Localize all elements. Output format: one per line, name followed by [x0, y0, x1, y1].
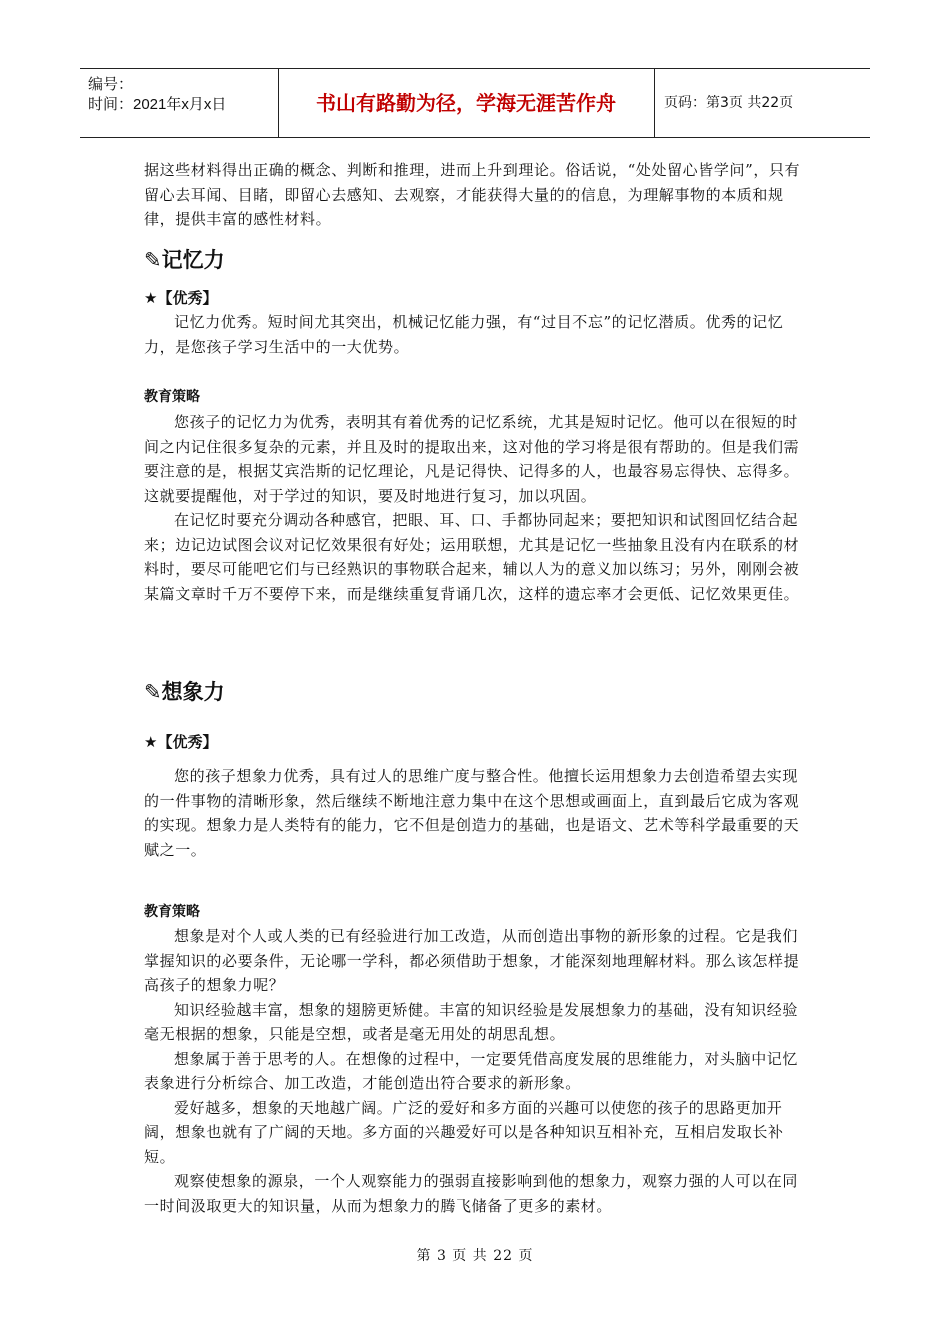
intro-section — [144, 158, 810, 232]
page-header — [80, 68, 870, 138]
page-footer: 第 3 页 共 22 页 — [416, 1248, 534, 1264]
memory-heading: ✎记忆力 — [144, 248, 225, 272]
imagination-description: 您的孩子想象力优秀，具有过人的思维广度与整合性。他擅长运用想象力去创造希望去实现的一件事物的清晰形象，然后继续不断地注意力集中在这个思想或画面上，直到最后它成为客观的实现。想象力是人类特有的能力，它不但是创造力的基础，也是语文、艺术等科学最重要的天赋之一。 — [144, 767, 800, 859]
memory-strategy-label: 教育策略 — [144, 389, 200, 405]
imagination-strategy-text — [144, 924, 810, 1218]
header-divider — [654, 69, 655, 137]
memory-strategy-paragraph: 在记忆时要充分调动各种感官，把眼、耳、口、手都协同起来；要把知识和试图回忆结合起来；边记边试图会议对记忆效果很有好处；运用联想，尤其是记忆一些抽象且没有内在联系的材料时，要尽可能吧它们与已经熟识的事物联合起来，辅以人为的意义加以练习；另外，刚刚会被某篇文章时千万不要停下来，而是继续重复背诵几次，这样的遗忘率才会更低、记忆效果更佳。 — [144, 511, 800, 603]
memory-rating: ★【优秀】 — [144, 289, 218, 307]
memory-description-block — [144, 310, 810, 359]
imagination-strategy-block — [144, 901, 810, 921]
imagination-rating-block — [144, 731, 810, 752]
memory-description: 记忆力优秀。短时间尤其突出，机械记忆能力强，有“过目不忘”的记忆潜质。优秀的记忆力，是您孩子学习生活中的一大优势。 — [144, 313, 784, 356]
memory-strategy-text — [144, 410, 810, 606]
imagination-strategy-label: 教育策略 — [144, 904, 200, 920]
imagination-strategy-paragraph: 知识经验越丰富，想象的翅膀更矫健。丰富的知识经验是发展想象力的基础，没有知识经验毫无根据的想象，只能是空想，或者是毫无用处的胡思乱想。 — [144, 1000, 799, 1043]
imagination-section — [144, 676, 810, 706]
imagination-strategy-paragraph: 想象是对个人或人类的已有经验进行加工改造，从而创造出事物的新形象的过程。它是我们掌握知识的必要条件，无论哪一学科，都必须借助于想象，才能深刻地理解材料。那么该怎样提高孩子的想象力呢？ — [144, 927, 800, 994]
memory-section — [144, 244, 810, 274]
imagination-rating: ★【优秀】 — [144, 733, 218, 751]
memory-strategy-paragraph: 您孩子的记忆力为优秀，表明其有着优秀的记忆系统，尤其是短时记忆。他可以在很短的时间之内记住很多复杂的元素，并且及时的提取出来，这对他的学习将是很有帮助的。但是我们需要注意的是，根据艾宾浩斯的记忆理论，凡是记得快、记得多的人，也最容易忘得快、忘得多。这就要提醒他，对于学过的知识，要及时地进行复习，加以巩固。 — [144, 413, 800, 505]
imagination-strategy-paragraph: 观察使想象的源泉，一个人观察能力的强弱直接影响到他的想象力，观察力强的人可以在同一时间汲取更大的知识量，从而为想象力的腾飞储备了更多的素材。 — [144, 1172, 799, 1215]
intro-paragraph: 据这些材料得出正确的概念、判断和推理，进而上升到理论。俗话说，“处处留心皆学问”，只有留心去耳闻、目睹，即留心去感知、去观察，才能获得大量的的信息，为理解事物的本质和规律，提供丰富的感性材料。 — [144, 161, 801, 228]
imagination-description-block — [144, 764, 810, 862]
document-number-label: 编号： — [88, 76, 134, 93]
header-motto: 书山有路勤为径，学海无涯苦作舟 — [316, 91, 616, 115]
imagination-strategy-paragraph: 爱好越多，想象的天地越广阔。广泛的爱好和多方面的兴趣可以使您的孩子的思路更加开阔，想象也就有了广阔的天地。多方面的兴趣爱好可以是各种知识互相补充，互相启发取长补短。 — [144, 1098, 784, 1166]
document-time-label: 时间：2021年x月x日 — [88, 96, 227, 113]
header-page-info: 页码：第3页 共22页 — [664, 95, 794, 111]
imagination-heading: ✎想象力 — [144, 680, 225, 704]
memory-strategy-block — [144, 386, 810, 406]
imagination-strategy-paragraph: 想象属于善于思考的人。在想像的过程中，一定要凭借高度发展的思维能力，对头脑中记忆表象进行分析综合、加工改造，才能创造出符合要求的新形象。 — [144, 1049, 799, 1092]
memory-rating-block — [144, 287, 810, 308]
